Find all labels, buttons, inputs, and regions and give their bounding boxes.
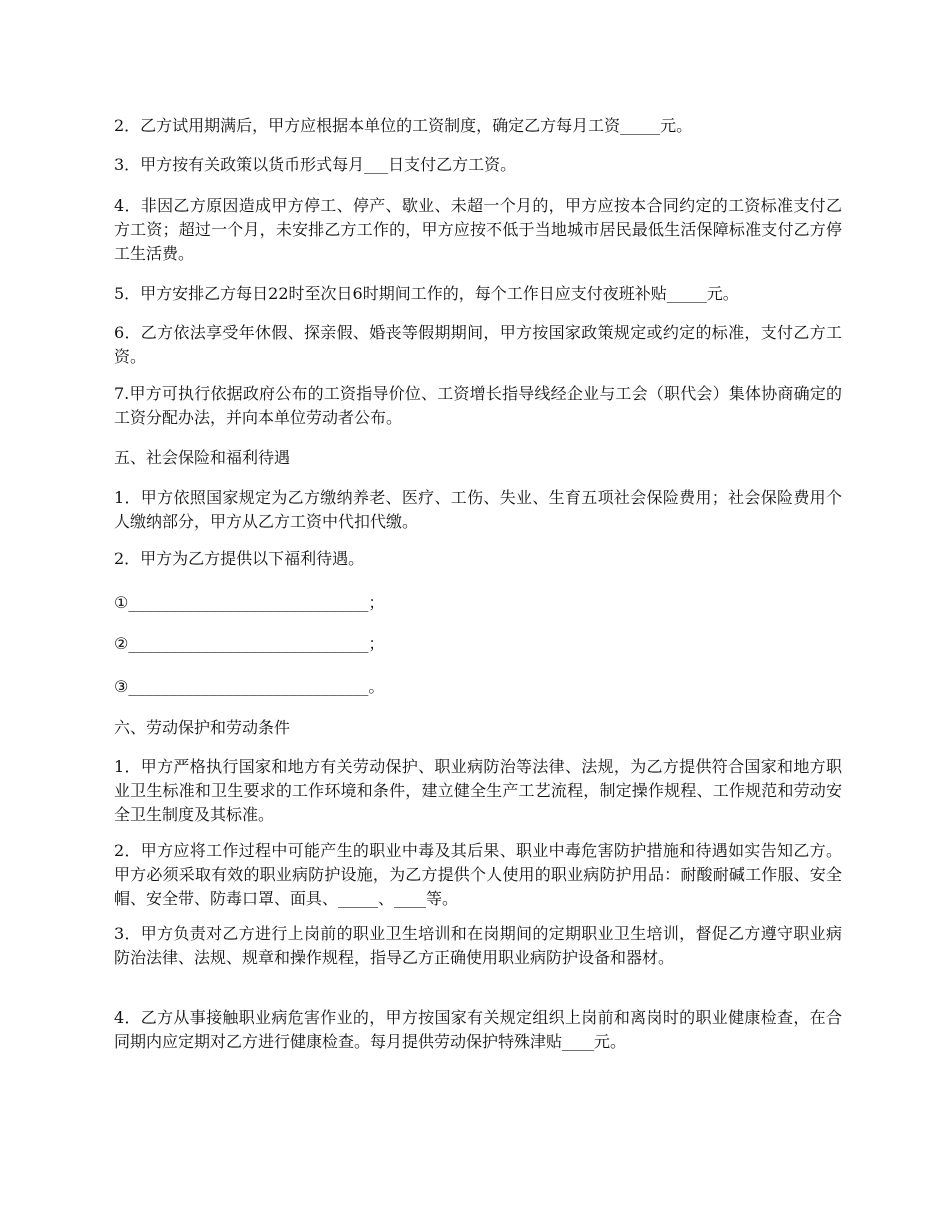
clause-wage-after-probation: 2．乙方试用期满后，甲方应根据本单位的工资制度，确定乙方每月工资_____元。 — [114, 116, 693, 135]
clause-labor-protection-laws: 1．甲方严格执行国家和地方有关劳动保护、职业病防治等法律、法规，为乙方提供符合国家和地方职业卫生标准和卫生要求的工作环境和条件，建立健全生产工艺流程，制定操作规程、工作规范和劳动安全卫生制度及其标准。 — [114, 757, 842, 824]
clause-health-training: 3．甲方负责对乙方进行上岗前的职业卫生培训和在岗期间的定期职业卫生培训，督促乙方遵守职业病防治法律、法规、规章和操作规程，指导乙方正确使用职业病防护设备和器材。 — [114, 924, 842, 967]
clause-wage-payment-date: 3．甲方按有关政策以货币形式每月___日支付乙方工资。 — [114, 155, 517, 174]
clause-social-insurance: 1．甲方依照国家规定为乙方缴纳养老、医疗、工伤、失业、生育五项社会保险费用；社会保险费用个人缴纳部分，甲方从乙方工资中代扣代缴。 — [114, 488, 842, 531]
clause-night-shift-allowance: 5．甲方安排乙方每日22时至次日6时期间工作的，每个工作日应支付夜班补贴_____元。 — [114, 284, 739, 303]
section-heading-labor-protection: 六、劳动保护和劳动条件 — [114, 718, 291, 737]
clause-occupational-hazard-notice: 2．甲方应将工作过程中可能产生的职业中毒及其后果、职业中毒危害防护措施和待遇如实告知乙方。甲方必须采取有效的职业病防护设施，为乙方提供个人使用的职业病防护用品：耐酸耐碱工作服、安全帽、安全带、防毒口罩、面具、_____、____等。 — [114, 841, 842, 908]
clause-welfare-intro: 2．甲方为乙方提供以下福利待遇。 — [114, 549, 365, 568]
welfare-blank-1: ①______________________________； — [114, 593, 385, 612]
clause-leave-pay: 6．乙方依法享受年休假、探亲假、婚丧等假期期间，甲方按国家政策规定或约定的标准，支付乙方工资。 — [114, 323, 842, 366]
clause-health-examination: 4．乙方从事接触职业病危害作业的，甲方按国家有关规定组织上岗前和离岗时的职业健康检查，在合同期内应定期对乙方进行健康检查。每月提供劳动保护特殊津贴____元。 — [114, 1008, 842, 1051]
welfare-blank-2: ②______________________________； — [114, 634, 385, 653]
section-heading-social-insurance: 五、社会保险和福利待遇 — [114, 448, 291, 467]
clause-wage-guidance: 7.甲方可执行依据政府公布的工资指导价位、工资增长指导线经企业与工会（职代会）集体协商确定的工资分配办法，并向本单位劳动者公布。 — [114, 384, 842, 427]
clause-work-stoppage-pay: 4．非因乙方原因造成甲方停工、停产、歇业、未超一个月的，甲方应按本合同约定的工资标准支付乙方工资；超过一个月，未安排乙方工作的，甲方应按不低于当地城市居民最低生活保障标准支付乙方停工生活费。 — [114, 196, 842, 263]
welfare-blank-3: ③______________________________。 — [114, 677, 385, 696]
